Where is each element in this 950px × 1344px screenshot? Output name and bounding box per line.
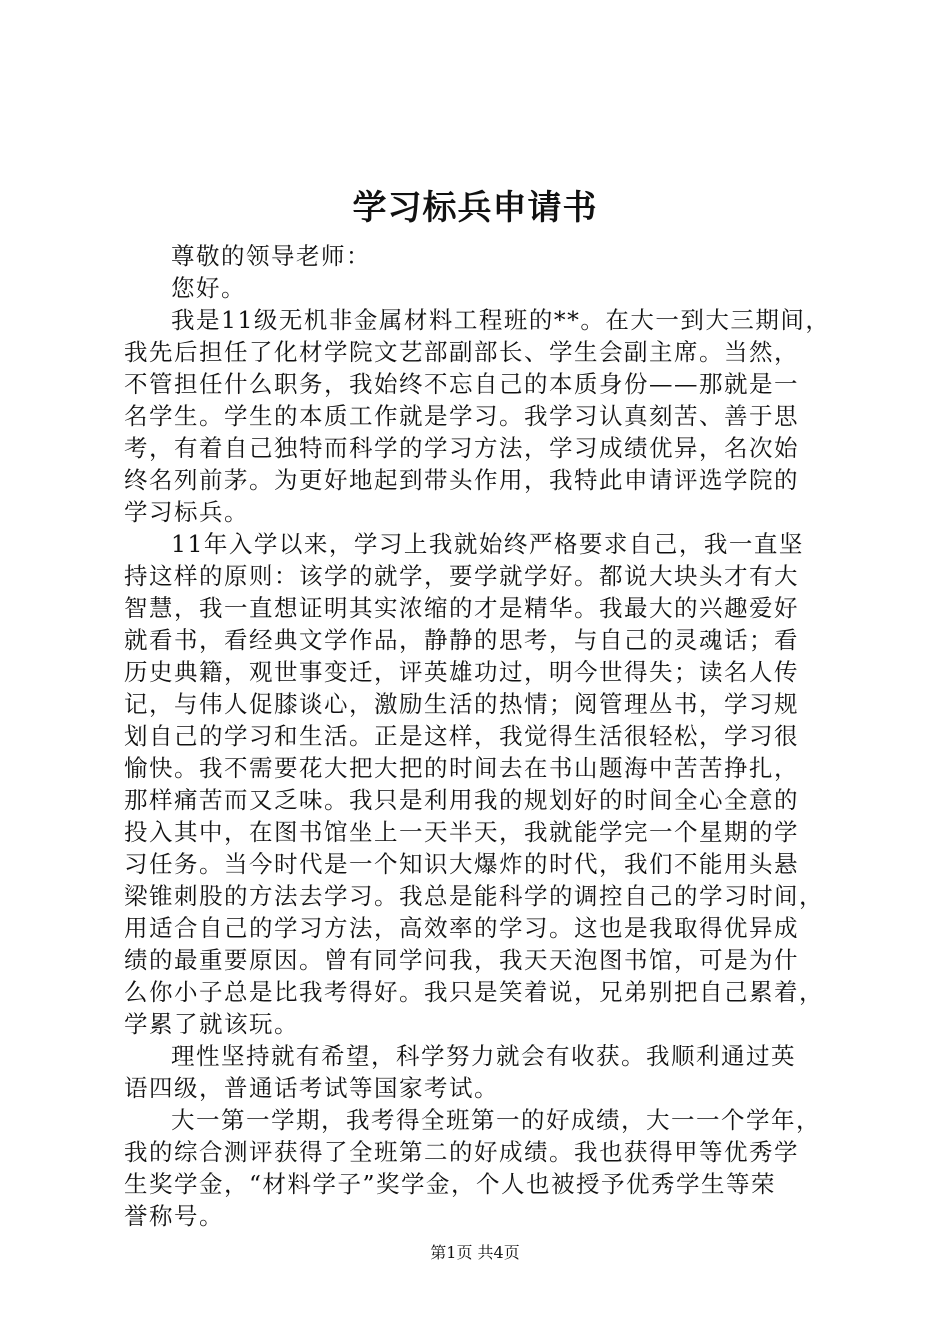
text-line: 名学生。学生的本质工作就是学习。我学习认真刻苦、善于思 bbox=[124, 402, 799, 430]
text-line: 智慧，我一直想证明其实浓缩的才是精华。我最大的兴趣爱好 bbox=[124, 594, 799, 622]
text-line: 就看书，看经典文学作品，静静的思考，与自己的灵魂话；看 bbox=[124, 626, 799, 654]
document-body bbox=[124, 240, 834, 1232]
text-line: 绩的最重要原因。曾有同学问我，我天天泡图书馆，可是为什 bbox=[124, 946, 799, 974]
text-line: 梁锥刺股的方法去学习。我总是能科学的调控自己的学习时间， bbox=[124, 882, 824, 910]
text-line: 学累了就该玩。 bbox=[124, 1010, 299, 1038]
text-line: 大一第一学期，我考得全班第一的好成绩，大一一个学年， bbox=[171, 1106, 821, 1134]
text-line: 我先后担任了化材学院文艺部副部长、学生会副主席。当然， bbox=[124, 338, 799, 366]
text-line: 语四级，普通话考试等国家考试。 bbox=[124, 1074, 499, 1102]
text-line: 愉快。我不需要花大把大把的时间去在书山题海中苦苦挣扎， bbox=[124, 754, 799, 782]
text-line: 习任务。当今时代是一个知识大爆炸的时代，我们不能用头悬 bbox=[124, 850, 799, 878]
text-line: 历史典籍，观世事变迁，评英雄功过，明今世得失；读名人传 bbox=[124, 658, 799, 686]
text-line: 誉称号。 bbox=[124, 1202, 224, 1230]
text-line: 用适合自己的学习方法，高效率的学习。这也是我取得优异成 bbox=[124, 914, 799, 942]
text-line: 投入其中，在图书馆坐上一天半天，我就能学完一个星期的学 bbox=[124, 818, 799, 846]
text-line: 不管担任什么职务，我始终不忘自己的本质身份——那就是一 bbox=[124, 370, 799, 398]
text-line: 11年入学以来，学习上我就始终严格要求自己，我一直坚 bbox=[171, 530, 804, 558]
text-line: 么你小子总是比我考得好。我只是笑着说，兄弟别把自己累着， bbox=[124, 978, 824, 1006]
text-line: 持这样的原则：该学的就学，要学就学好。都说大块头才有大 bbox=[124, 562, 799, 590]
text-line: 终名列前茅。为更好地起到带头作用，我特此申请评选学院的 bbox=[124, 466, 799, 494]
text-line: 尊敬的领导老师： bbox=[171, 242, 371, 270]
text-line: 我的综合测评获得了全班第二的好成绩。我也获得甲等优秀学 bbox=[124, 1138, 799, 1166]
text-line: 划自己的学习和生活。正是这样，我觉得生活很轻松，学习很 bbox=[124, 722, 799, 750]
text-line: 您好。 bbox=[171, 274, 246, 302]
page-footer: 第1页 共4页 bbox=[430, 1243, 520, 1262]
document-title: 学习标兵申请书 bbox=[352, 188, 598, 228]
text-line: 考，有着自己独特而科学的学习方法，学习成绩优异，名次始 bbox=[124, 434, 799, 462]
text-line: 理性坚持就有希望，科学努力就会有收获。我顺利通过英 bbox=[171, 1042, 796, 1070]
text-line: 那样痛苦而又乏味。我只是利用我的规划好的时间全心全意的 bbox=[124, 786, 799, 814]
text-line: 学习标兵。 bbox=[124, 498, 249, 526]
text-line: 生奖学金，“材料学子”奖学金，个人也被授予优秀学生等荣 bbox=[124, 1170, 777, 1198]
text-line: 记，与伟人促膝谈心，激励生活的热情；阅管理丛书，学习规 bbox=[124, 690, 799, 718]
text-line: 我是11级无机非金属材料工程班的**。在大一到大三期间， bbox=[171, 306, 831, 334]
